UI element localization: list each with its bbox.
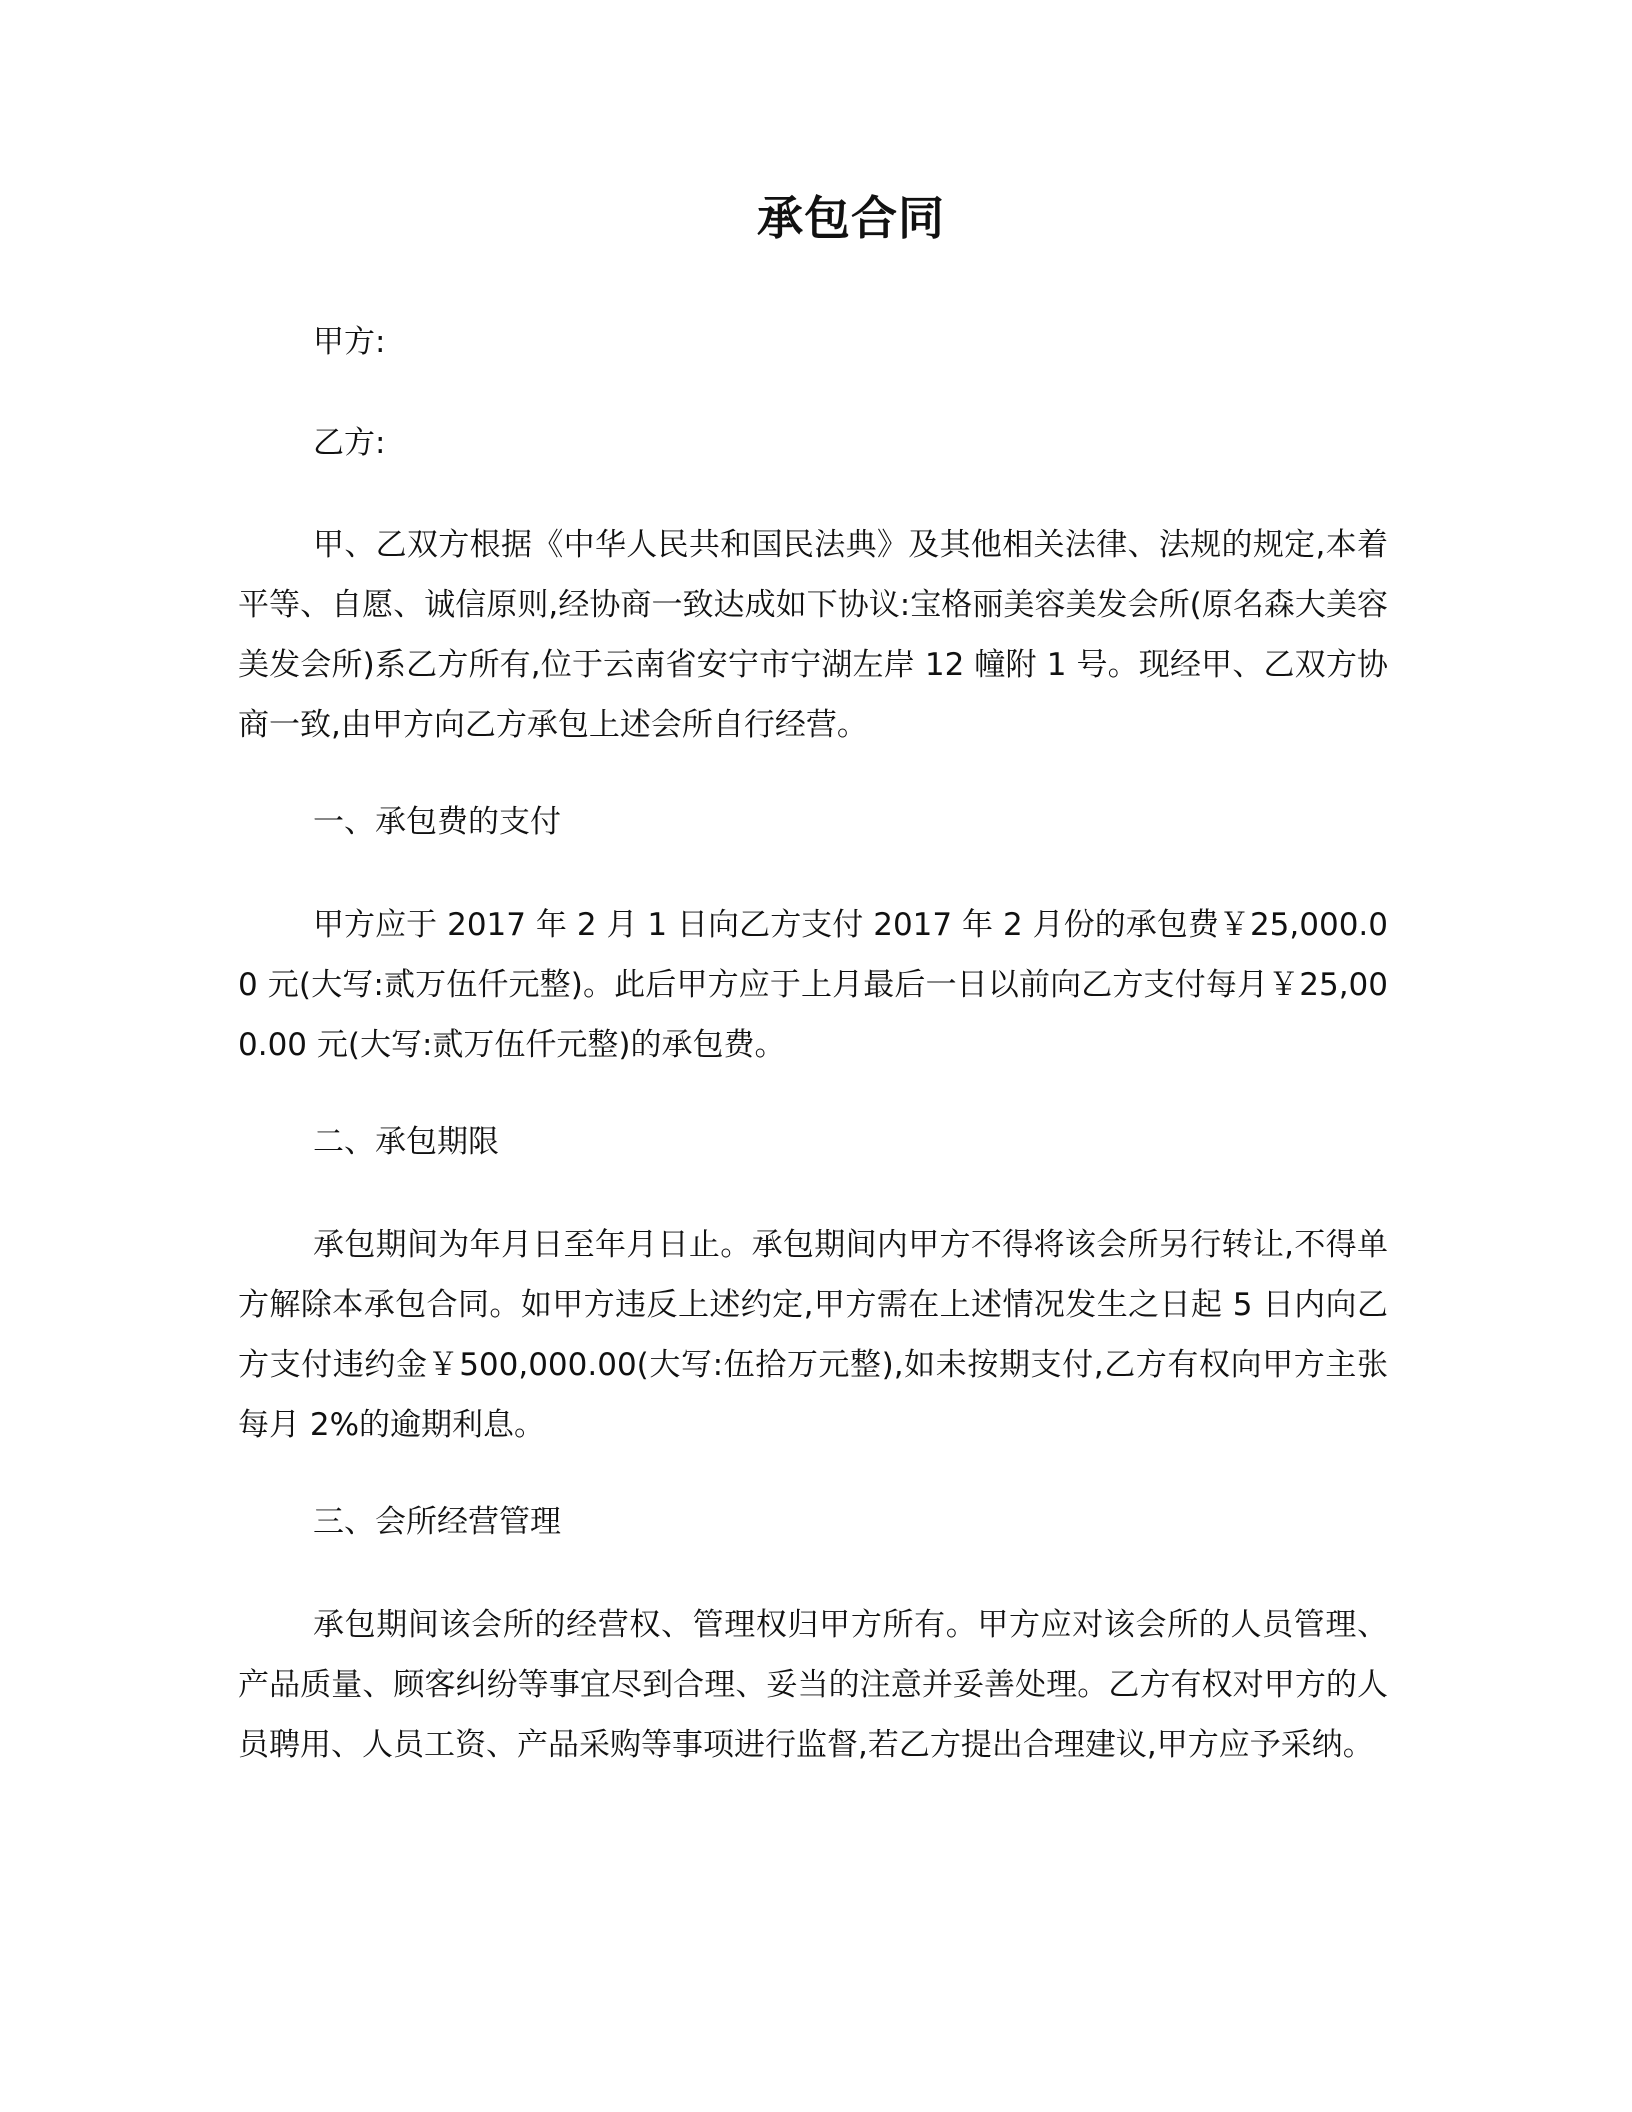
section-heading-management: 三、会所经营管理 <box>313 1504 561 1540</box>
section-heading-fee: 一、承包费的支付 <box>313 804 561 840</box>
preamble-paragraph: 甲、乙双方根据《中华人民共和国民法典》及其他相关法律、法规的规定,本着平等、自愿、诚信原则,经协商一致达成如下协议:宝格丽美容美发会所(原名森大美容美发会所)系乙方所有,位于云南省安宁市宁湖左岸 12 幢附 1 号。现经甲、乙双方协商一致,由甲方向乙方承包上述会所自行经营。 <box>238 527 1388 743</box>
section-body-term: 承包期间为年月日至年月日止。承包期间内甲方不得将该会所另行转让,不得单方解除本承包合同。如甲方违反上述约定,甲方需在上述情况发生之日起 5 日内向乙方支付违约金￥500,000.00(大写:伍拾万元整),如未按期支付,乙方有权向甲方主张每月 2%的逾期利息。 <box>238 1227 1388 1443</box>
section-body-fee: 甲方应于 2017 年 2 月 1 日向乙方支付 2017 年 2 月份的承包费￥25,000.00 元(大写:贰万伍仟元整)。此后甲方应于上月最后一日以前向乙方支付每月￥25,000.00 元(大写:贰万伍仟元整)的承包费。 <box>238 907 1388 1063</box>
document-title: 承包合同 <box>757 191 945 245</box>
party-b-label: 乙方: <box>313 425 386 461</box>
party-a-label: 甲方: <box>313 324 386 360</box>
section-heading-term: 二、承包期限 <box>313 1124 499 1160</box>
section-body-management: 承包期间该会所的经营权、管理权归甲方所有。甲方应对该会所的人员管理、产品质量、顾客纠纷等事宜尽到合理、妥当的注意并妥善处理。乙方有权对甲方的人员聘用、人员工资、产品采购等事项进行监督,若乙方提出合理建议,甲方应予采纳。 <box>238 1607 1388 1763</box>
